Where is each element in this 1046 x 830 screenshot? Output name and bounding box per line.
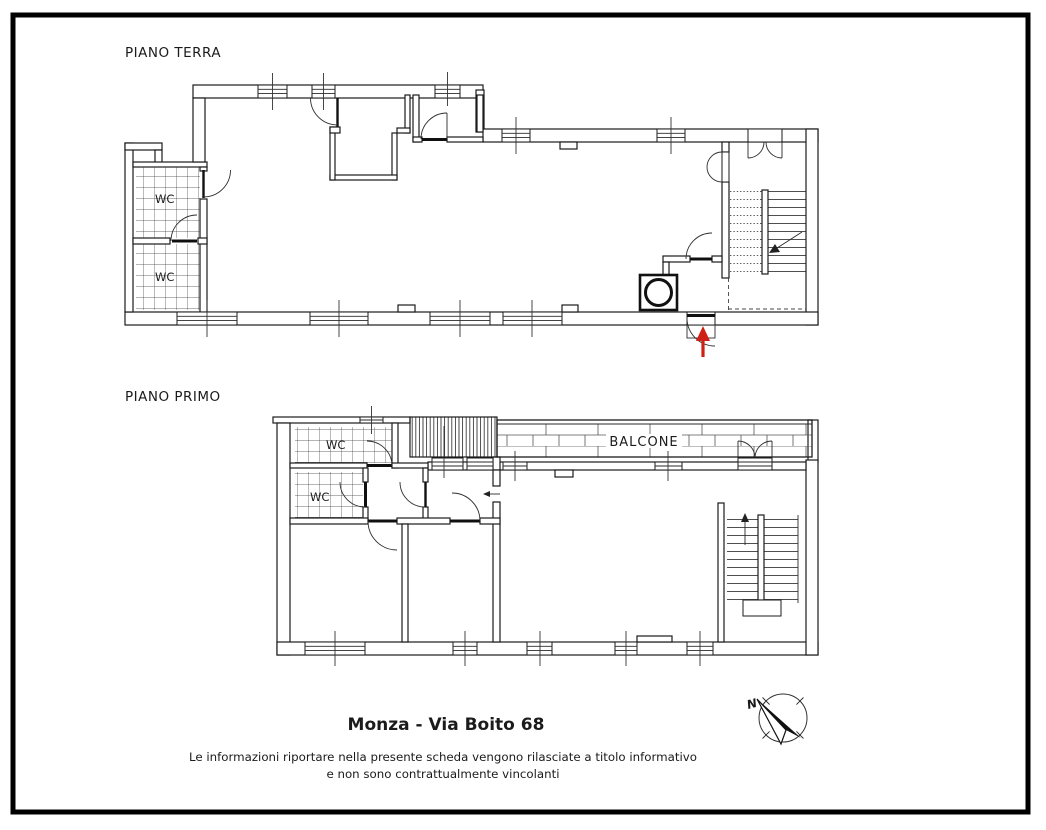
compass-north-label: N — [745, 695, 759, 713]
window — [312, 73, 335, 110]
door-swing — [421, 113, 447, 140]
compass-rose — [745, 694, 807, 744]
stair-dashed-landing — [728, 278, 806, 312]
page-title: Monza - Via Boito 68 — [347, 715, 545, 735]
room-label-wc: WC — [310, 490, 330, 504]
window — [687, 631, 713, 666]
window — [258, 73, 287, 110]
window — [453, 631, 477, 666]
window — [305, 631, 365, 666]
window — [467, 458, 493, 470]
pt-windows — [177, 72, 685, 337]
door-swing — [400, 482, 426, 507]
window — [310, 300, 368, 337]
entrance-arrow-icon — [696, 326, 710, 357]
stair-treads — [768, 186, 806, 274]
pp-wc-rooms — [295, 427, 392, 518]
pt-elevator — [640, 275, 677, 310]
window — [738, 458, 772, 470]
window — [503, 300, 562, 337]
disclaimer-line-2: e non sono contrattualmente vincolanti — [326, 767, 560, 781]
pt-entrance — [687, 312, 715, 357]
floor-label-piano-terra: PIANO TERRA — [125, 45, 222, 61]
stair-landing — [743, 600, 781, 616]
door-swing — [204, 170, 231, 198]
window — [615, 631, 637, 666]
pt-walls — [125, 85, 818, 325]
disclaimer-line-1: Le informazioni riportare nella presente scheda vengono rilasciate a titolo informativo — [189, 750, 697, 764]
double-swing-door — [707, 152, 729, 182]
door-swing — [311, 98, 338, 127]
room-label-wc: WC — [326, 438, 346, 452]
window — [430, 300, 490, 337]
floor-piano-primo — [125, 389, 818, 666]
door-swing — [368, 521, 397, 550]
window — [527, 631, 552, 666]
entrance-opening — [687, 312, 715, 325]
pp-balcony — [497, 420, 812, 458]
footer — [189, 694, 807, 781]
passage-arrow-icon — [483, 491, 500, 497]
room-label-wc: WC — [155, 192, 175, 206]
balcony-label: BALCONE — [609, 435, 679, 450]
pp-stair-void-hatch — [410, 417, 497, 457]
window — [435, 72, 460, 106]
window — [657, 117, 685, 154]
pp-staircase — [727, 513, 798, 616]
french-door — [748, 129, 782, 158]
window — [502, 117, 530, 154]
room-label-wc: WC — [155, 270, 175, 284]
door-swing — [450, 493, 480, 521]
floor-piano-terra — [125, 45, 818, 357]
door-swing — [686, 233, 712, 259]
stair-stringer — [758, 515, 764, 600]
floor-label-piano-primo: PIANO PRIMO — [125, 389, 221, 405]
pt-staircase — [728, 186, 806, 312]
stair-stringer — [762, 190, 768, 274]
stair-treads-dotted — [730, 186, 762, 274]
